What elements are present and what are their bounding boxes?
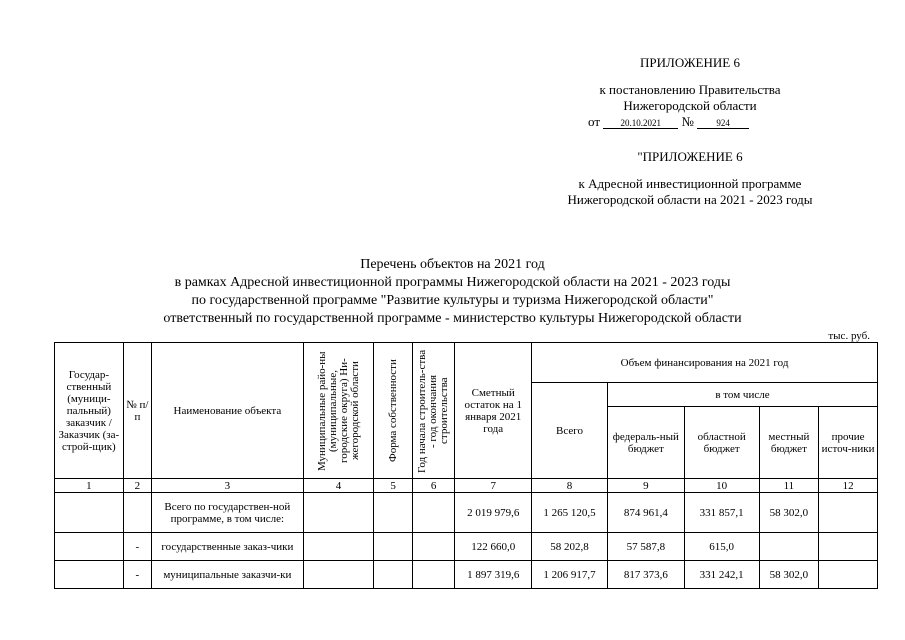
doc-title-line3: по государственной программе "Развитие культуры и туризма Нижегородской области": [191, 293, 714, 308]
cell-total: 1 265 120,5: [532, 493, 608, 533]
col-number: 11: [759, 479, 819, 493]
cell-balance: 1 897 319,6: [455, 561, 532, 589]
appendix2-line2: Нижегородской области на 2021 - 2023 годы: [567, 192, 813, 207]
col-number: 9: [607, 479, 684, 493]
header-district: [303, 343, 374, 479]
cell-local: [759, 533, 819, 561]
doc-title-line1: Перечень объектов на 2021 год: [360, 257, 545, 272]
header-ownership: [374, 343, 412, 479]
header-balance: Сметный остаток на 1 января 2021 года: [455, 343, 532, 479]
col-number: 5: [374, 479, 412, 493]
col-number: 10: [684, 479, 759, 493]
cell-no: -: [123, 561, 151, 589]
appendix2-line1: к Адресной инвестиционной программе: [578, 176, 802, 191]
header-customer: Государ-ственный (муници-пальный) заказчик / Заказчик (за-строй-щик): [55, 343, 124, 479]
cell-regional: 615,0: [684, 533, 759, 561]
cell-name: муниципальные заказчи-ки: [152, 561, 304, 589]
cell-customer: [55, 561, 124, 589]
cell-no: -: [123, 533, 151, 561]
appendix-line2: Нижегородской области: [623, 98, 757, 113]
col-number: 3: [152, 479, 304, 493]
cell-ownership: [374, 493, 412, 533]
header-years-text: Год начала строитель-ства - год окончания строительства: [416, 348, 451, 473]
cell-total: 58 202,8: [532, 533, 608, 561]
header-local: местный бюджет: [759, 407, 819, 479]
header-no: № п/п: [123, 343, 151, 479]
cell-balance: 122 660,0: [455, 533, 532, 561]
doc-title-line4: ответственный по государственной программе - министерство культуры Нижегородской области: [163, 311, 742, 326]
col-number: 6: [412, 479, 454, 493]
appendix-line1: к постановлению Правительства: [599, 82, 781, 97]
header-federal: федераль-ный бюджет: [607, 407, 684, 479]
header-ownership-text: Форма собственности: [386, 359, 399, 462]
doc-title-line2: в рамках Адресной инвестиционной программы Нижегородской области на 2021 - 2023 годы: [174, 275, 731, 290]
cell-other: [819, 493, 878, 533]
cell-federal: 57 587,8: [607, 533, 684, 561]
col-number: 7: [455, 479, 532, 493]
col-number: 8: [532, 479, 608, 493]
appendix-date-line: [588, 114, 788, 130]
cell-regional: 331 857,1: [684, 493, 759, 533]
cell-no: [123, 493, 151, 533]
header-including: в том числе: [607, 383, 877, 407]
cell-customer: [55, 533, 124, 561]
header-regional: областной бюджет: [684, 407, 759, 479]
cell-name: Всего по государствен-ной программе, в том числе:: [152, 493, 304, 533]
header-financing: Объем финансирования на 2021 год: [532, 343, 878, 383]
appendix2-title: "ПРИЛОЖЕНИЕ 6: [637, 149, 743, 164]
number-label: №: [681, 114, 694, 129]
col-number: 2: [123, 479, 151, 493]
objects-table: [54, 342, 878, 589]
table-row: [55, 493, 878, 533]
header-name: Наименование объекта: [152, 343, 304, 479]
cell-federal: 874 961,4: [607, 493, 684, 533]
appendix-title: ПРИЛОЖЕНИЕ 6: [640, 55, 740, 70]
cell-regional: 331 242,1: [684, 561, 759, 589]
cell-local: 58 302,0: [759, 493, 819, 533]
cell-other: [819, 533, 878, 561]
cell-ownership: [374, 533, 412, 561]
table-row: [55, 561, 878, 589]
cell-balance: 2 019 979,6: [455, 493, 532, 533]
cell-years: [412, 561, 454, 589]
cell-years: [412, 533, 454, 561]
decree-number: 924: [697, 118, 749, 129]
cell-name: государственные заказ-чики: [152, 533, 304, 561]
cell-district: [303, 561, 374, 589]
decree-date: 20.10.2021: [603, 118, 678, 129]
from-label: от: [588, 114, 601, 129]
cell-customer: [55, 493, 124, 533]
cell-district: [303, 493, 374, 533]
header-total: Всего: [532, 383, 608, 479]
cell-ownership: [374, 561, 412, 589]
column-numbers-row: [55, 479, 878, 493]
col-number: 4: [303, 479, 374, 493]
cell-local: 58 302,0: [759, 561, 819, 589]
header-district-text: Муниципальные райо-ны (муниципальные, городские округа) Ни-жегородской области: [315, 350, 361, 471]
cell-federal: 817 373,6: [607, 561, 684, 589]
col-number: 12: [819, 479, 878, 493]
col-number: 1: [55, 479, 124, 493]
header-years: [412, 343, 454, 479]
cell-total: 1 206 917,7: [532, 561, 608, 589]
cell-district: [303, 533, 374, 561]
table-row: [55, 533, 878, 561]
units-label: тыс. руб.: [828, 330, 870, 342]
header-other: прочие источ-ники: [819, 407, 878, 479]
cell-years: [412, 493, 454, 533]
cell-other: [819, 561, 878, 589]
